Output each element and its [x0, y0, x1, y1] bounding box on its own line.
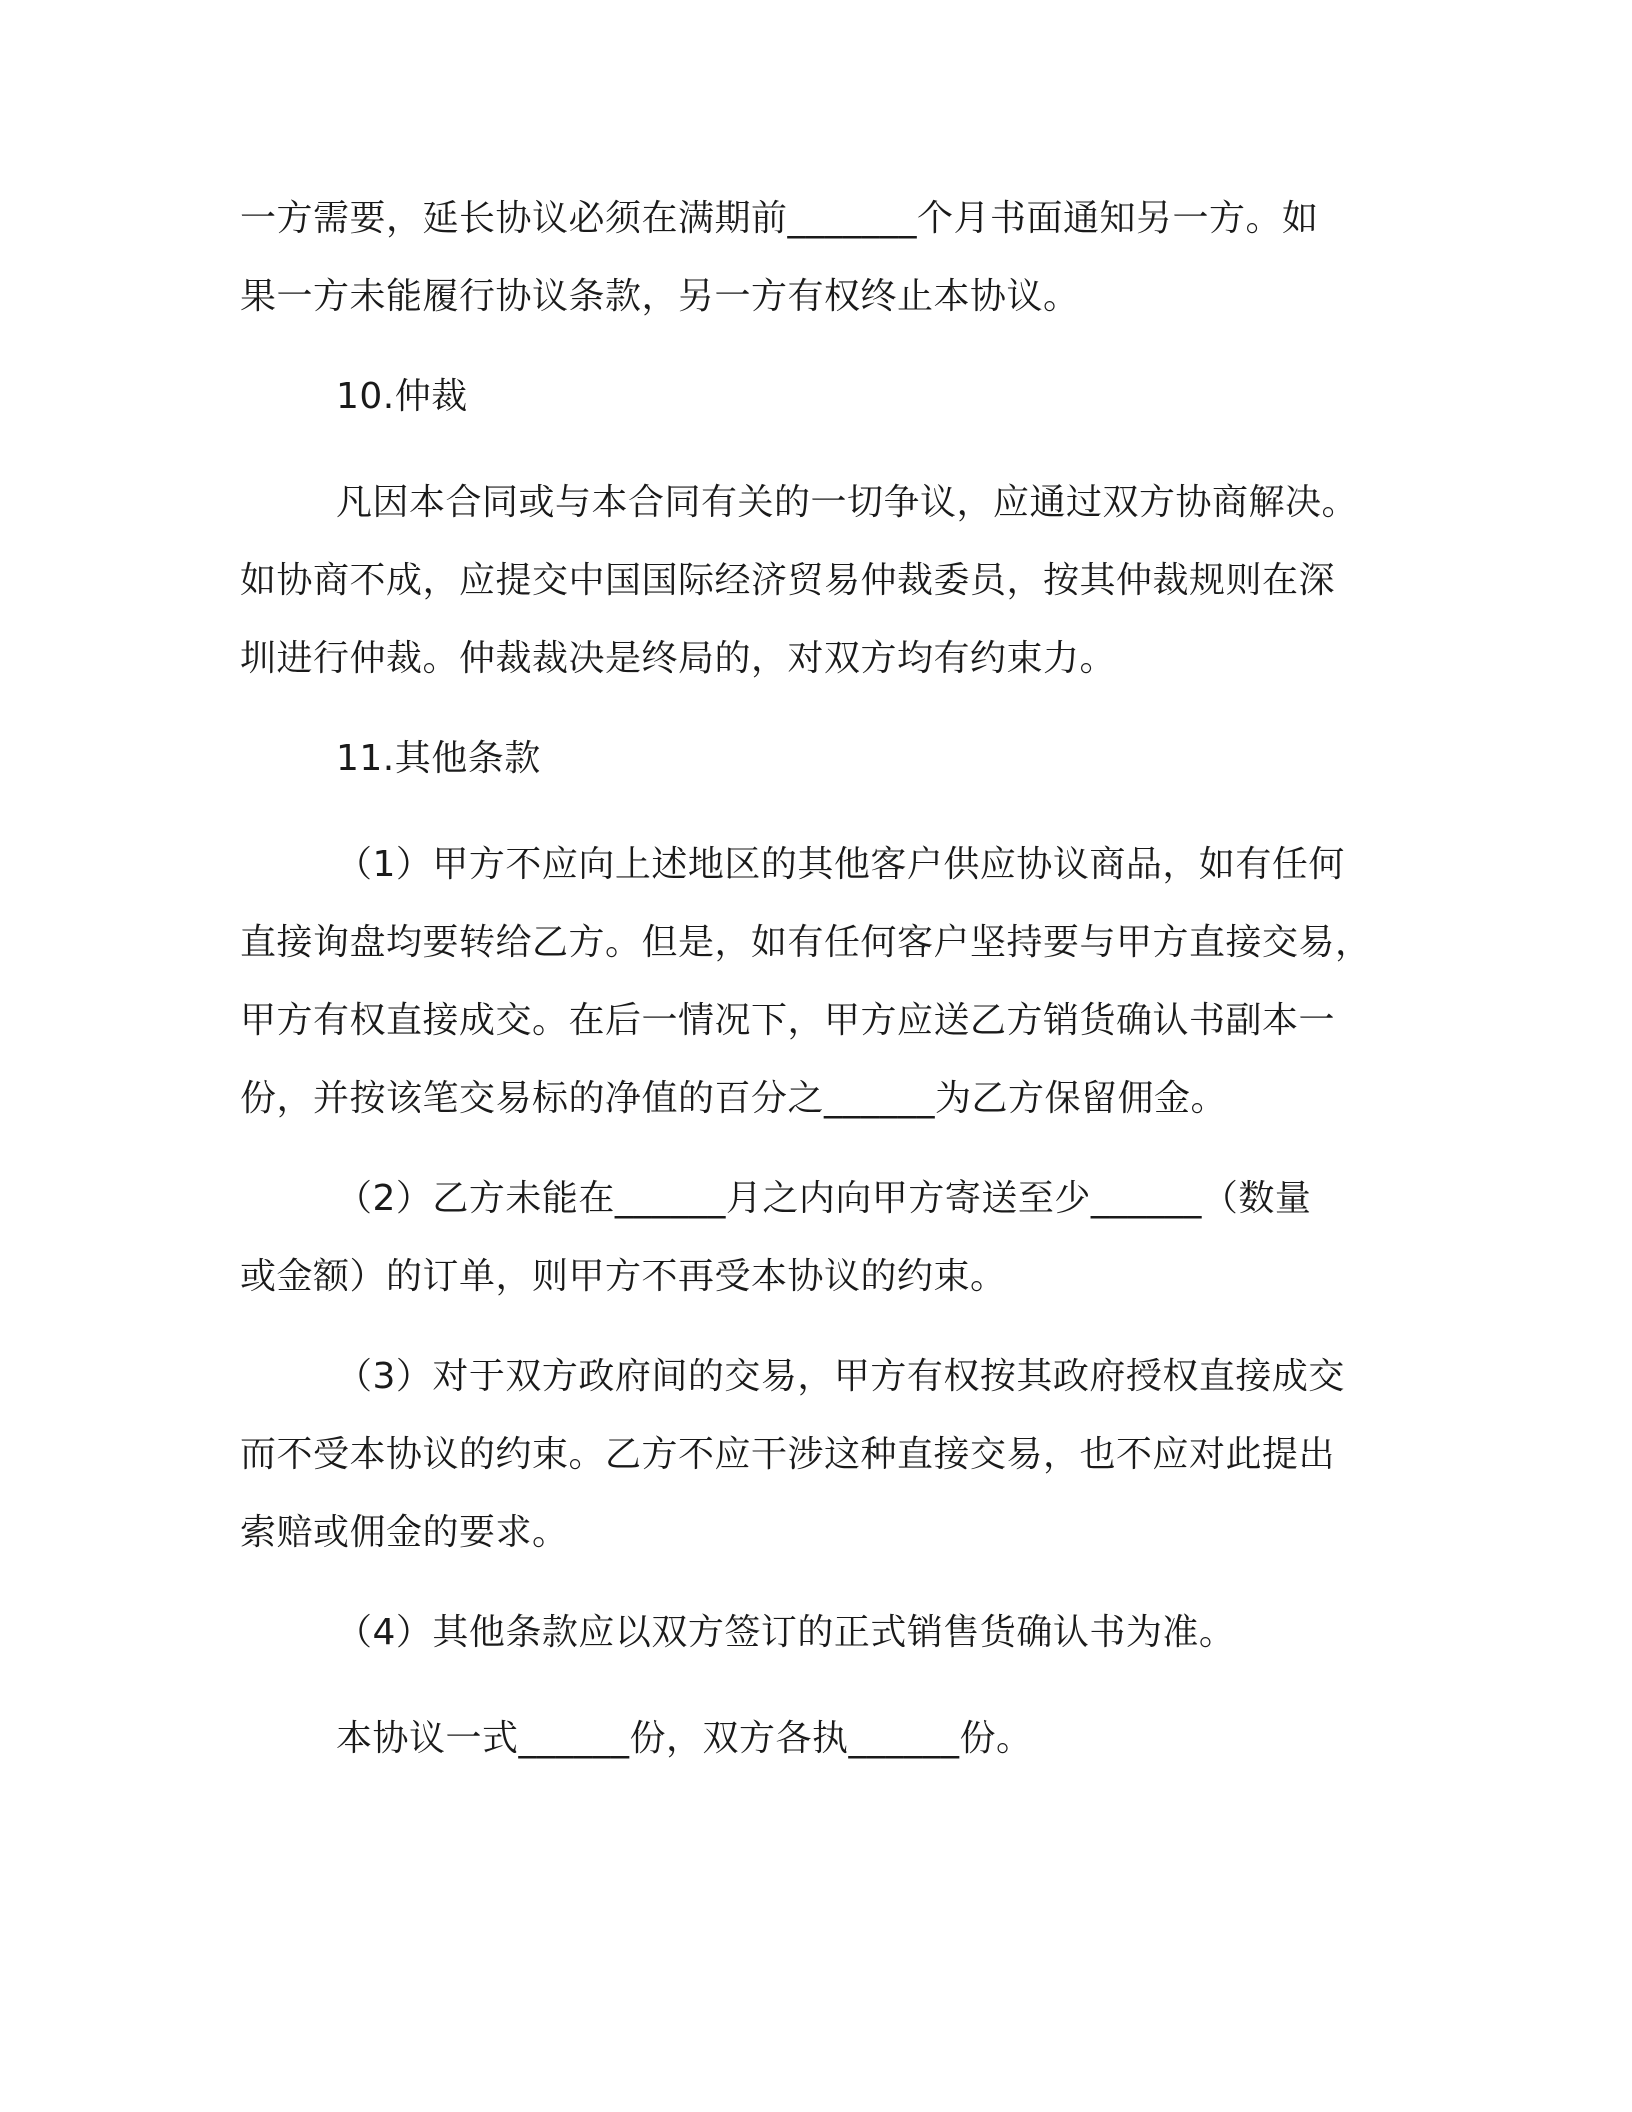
text-line: 一方需要，延长协议必须在满期前_______个月书面通知另一方。如: [240, 198, 1319, 239]
text-line: 份，并按该笔交易标的净值的百分之______为乙方保留佣金。: [240, 1078, 1228, 1119]
text-line: 或金额）的订单，则甲方不再受本协议的约束。: [240, 1256, 1007, 1297]
paragraph-arbitration: [240, 464, 1390, 698]
text-line: （3）对于双方政府间的交易，甲方有权按其政府授权直接成交: [336, 1356, 1345, 1397]
text-line: 甲方有权直接成交。在后一情况下，甲方应送乙方销货确认书副本一: [240, 1000, 1336, 1041]
paragraph-extension-clause: [240, 180, 1390, 336]
text-line: 如协商不成，应提交中国国际经济贸易仲裁委员，按其仲裁规则在深: [240, 560, 1336, 601]
text-line: 而不受本协议的约束。乙方不应干涉这种直接交易，也不应对此提出: [240, 1434, 1336, 1475]
clause-2-paragraph: [240, 1160, 1390, 1316]
clause-3-paragraph: [240, 1338, 1390, 1572]
text-line: （4）其他条款应以双方签订的正式销售货确认书为准。: [336, 1612, 1236, 1653]
text-line: 索赔或佣金的要求。: [240, 1512, 569, 1553]
text-line: 凡因本合同或与本合同有关的一切争议，应通过双方协商解决。: [336, 482, 1359, 523]
text-line: （1）甲方不应向上述地区的其他客户供应协议商品，如有任何: [336, 844, 1345, 885]
section-11-heading: 11.其他条款: [336, 738, 541, 779]
text-line: （2）乙方未能在______月之内向甲方寄送至少______（数量: [336, 1178, 1312, 1219]
text-line: 本协议一式______份，双方各执______份。: [336, 1718, 1033, 1759]
text-line: 直接询盘均要转给乙方。但是，如有任何客户坚持要与甲方直接交易，: [240, 922, 1372, 963]
clause-4-paragraph: [240, 1594, 1390, 1672]
text-line: 圳进行仲裁。仲裁裁决是终局的，对双方均有约束力。: [240, 638, 1117, 679]
clause-1-paragraph: [240, 826, 1390, 1138]
text-line: 果一方未能履行协议条款，另一方有权终止本协议。: [240, 276, 1080, 317]
closing-paragraph: [240, 1700, 1390, 1778]
section-10-heading: 10.仲裁: [336, 376, 468, 417]
